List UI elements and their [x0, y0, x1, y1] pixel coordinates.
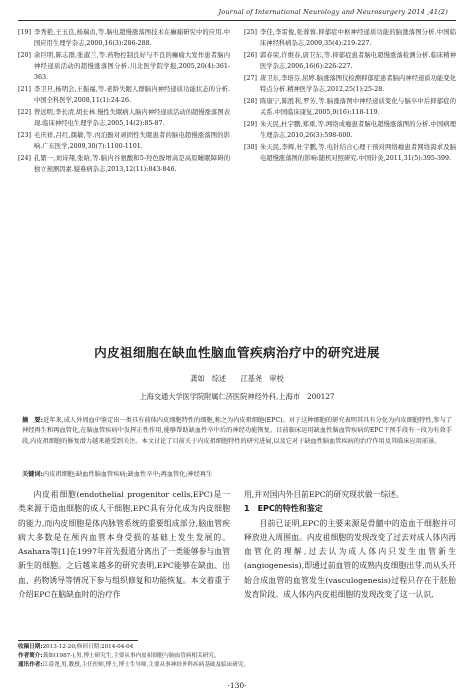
reference-text: 郭春荣,许维春,唐卫东,等.抑郁症患者脑电超慢涨落检测分析.临床精神医学杂志,2006,16(6):226-227. — [260, 51, 456, 71]
reference-number: [21] — [18, 86, 31, 94]
keywords-label: 关键词: — [22, 471, 44, 478]
article-body — [18, 488, 456, 631]
abstract-label: 摘 要: — [22, 417, 44, 424]
reference-number: [23] — [18, 131, 31, 139]
reference-text: 朱天民,李辉,杜宇鹏,等.电针结合心理干预对网络瘾患者网络渴求及脑电超慢涨落图的影响:随机对照研究.中国针灸,2011,31(5):395-399. — [260, 143, 456, 162]
reference-item — [18, 107, 230, 129]
reference-number: [25] — [244, 29, 257, 36]
reference-number: [20] — [18, 51, 31, 59]
reference-number: [30] — [244, 143, 257, 151]
body-paragraph: 用,并对国内外目前EPC的研究现状做一综述。 — [244, 490, 404, 499]
footnote-rule — [18, 640, 138, 641]
reference-list — [18, 27, 456, 329]
reference-text: 唐卫东,李培芬,屈婷.脑涨落图仪检测抑郁症患者脑内神经递质功能变化特点分析.精神医学杂志,2012,25(1):25-28. — [260, 74, 456, 94]
footnote-label: 通讯作者: — [18, 662, 43, 669]
body-column-right — [244, 488, 456, 631]
footnote-text: 龚如(1987-),男,博士研究生,主要从事内皮祖细胞与脑血管病相关研究。 — [42, 653, 220, 660]
reference-number: [22] — [18, 108, 31, 116]
reference-item — [244, 142, 456, 164]
reference-item — [18, 27, 230, 49]
footnote-label: 作者简介: — [18, 653, 43, 660]
reference-item — [18, 153, 230, 175]
page-number: ·130· — [227, 681, 247, 690]
reference-number: [27] — [244, 74, 257, 82]
reference-text: 朱天民,杜宇鹏,郑重,等.网络成瘾患者脑电超慢涨落图的分析.中国病理生理杂志,2010,26(3):598-600. — [260, 120, 456, 139]
reference-text: 陈康宁,陈胜利,罗芳,等.脑涨落图中神经递质变化与脑卒中后抑郁症的关系.中国临床康复,2005,9(16):118-119. — [260, 97, 456, 116]
reference-text: 孔繁一,刘诗翔,张晗,等.脑内谷氨酸和5-羟色胺增高是高原睡眠障碍的独立预测因素.疑难病杂志,2013,12(11):843-846. — [34, 154, 230, 173]
reference-column-left — [18, 27, 230, 329]
body-column-left — [18, 488, 230, 631]
body-paragraph: 目前已证明,EPC的主要来源是骨髓中的造血干细胞并可释放进入周围血。内皮祖细胞的发现改变了过去对成人体内再血管化的理解,过去认为成人体内只发生血管新生(angiogenesis),即通过前血管的成熟内皮细胞出芽,而从头开始合成血管的血管发生(vasculogenesis)过程只存在于胚胎发育阶段。成人体内内皮祖细胞的发现改变了这一认识, — [244, 518, 456, 600]
reference-number: [28] — [244, 97, 257, 105]
reference-text: 余巨明,陈志群,张淑兰,等.药物控制良好与不良的癫痫大发作患者脑内神经递质活动的超慢涨落图分析.川北医学院学报,2005,20(4):361-363. — [34, 51, 230, 82]
footnotes — [18, 643, 456, 671]
reference-item — [244, 50, 456, 72]
reference-text: 毛庆祥,吕红,颜敏,等.丙泊酚对顽固性失眠患者的脑电超慢涨落图的影响.广东医学,2009,30(7):1100-1101. — [34, 131, 230, 151]
reference-text: 曾远明,李长清,胡长林.慢性失眠病人脑内神经递质活动的超慢涨落图表现.临床神经电生理学杂志,2005,14(2):85-87. — [34, 108, 230, 128]
footnote-text: 2013-12-20;修回日期:2014-04-04 — [42, 644, 134, 650]
body-paragraph: 内皮祖细胞(endothelial progenitor cells,EPC)是一类来源于造血细胞的成人干细胞,EPC具有分化成为内皮细胞的能力,而内皮细胞是体内脉管系统的重要组成部分,脑血管疾病大多数是在颅内血管本身受损的基础上发生发展的。Asahara等[1]在1997年首先报道分离出了一类能够参与血管新生的细胞。之后越来越多的研究表明,EPC能够在缺血、出血、药物诱导等情况下参与组织修复和功能恢复。本文着重于介绍EPC在脑缺血时的治疗作 — [18, 490, 230, 600]
abstract-text: 近年来,成人外周血中鉴定出一类具有前体内皮细胞特性的细胞,称之为内皮祖细胞(EPC)。对于这种细胞的研究表明其具有分化为内皮细胞特性,参与了神经再生和再血管化,在脑血管疾病中发挥正性作用,能够帮助缺血性卒中后的神经功能恢复。目前临床运用缺血性脑血管疾病的EPC干预手段有一段为有效手段,内皮祖细胞的修复潜力越来越受到关注。本文讨论了目前关于内皮祖细胞特性的研究进展,以及它对于缺血性脑血管疾病的治疗作用及其临床应用前景。 — [22, 417, 452, 445]
reference-item — [244, 96, 456, 118]
keywords — [22, 470, 452, 480]
footnote-received — [18, 643, 456, 652]
reference-item — [18, 130, 230, 152]
reference-number: [26] — [244, 51, 257, 59]
article-title: 内皮祖细胞在缺血性脑血管疾病治疗中的研究进展 — [94, 345, 380, 360]
footnote-author-bio — [18, 652, 456, 661]
reference-item — [18, 84, 230, 106]
section-heading: 1 EPC的特性和鉴定 — [244, 504, 323, 514]
footnote-text: 江基尧,男,教授,主任医师,博士,博士生导师,主要从事神经外科疾病基础及临床研究。 — [42, 662, 250, 669]
reference-text: 李佳,李雷俊,张蓉蓉.抑郁症中枢神经递质功能的脑涨落图分析.中国临床神经科病杂志,2009,35(4):219-227. — [260, 29, 456, 48]
reference-item — [244, 73, 456, 95]
reference-text: 李卫旦,杨明会,王振福,等.老龄失眠人群脑内神经递质功能状态的分析.中国全科医学,2008,11(1):24-26. — [34, 86, 230, 105]
reference-number: [24] — [18, 154, 31, 162]
reference-column-right — [244, 27, 456, 329]
footnote-corresponding — [18, 661, 456, 670]
reference-item — [18, 50, 230, 84]
article-authors: 龚如 综述 江基尧 审校 — [190, 374, 284, 383]
reference-number: [19] — [18, 29, 31, 36]
abstract — [22, 416, 452, 447]
header-rule — [18, 20, 456, 21]
reference-text: 李秀艳,王玉良,杨瑞贞,等.脑电超慢涨落图技术在癫痫研究中的应用.中国应用生理学杂志,2000,16(3):286-288. — [34, 29, 230, 48]
article-affiliation: 上海交通大学医学院附属仁济医院神经外科,上海市 200127 — [139, 392, 335, 401]
running-head: Journal of International Neurology and Neurosurgery 2014 ,41(2) — [218, 8, 448, 16]
reference-number: [29] — [244, 120, 257, 128]
reference-item — [244, 27, 456, 49]
keywords-text: 内皮祖细胞;缺血性脑血管疾病;缺血性卒中;再血管化;神经再生 — [43, 471, 213, 478]
footnote-label: 收稿日期: — [18, 644, 43, 650]
reference-item — [244, 119, 456, 141]
